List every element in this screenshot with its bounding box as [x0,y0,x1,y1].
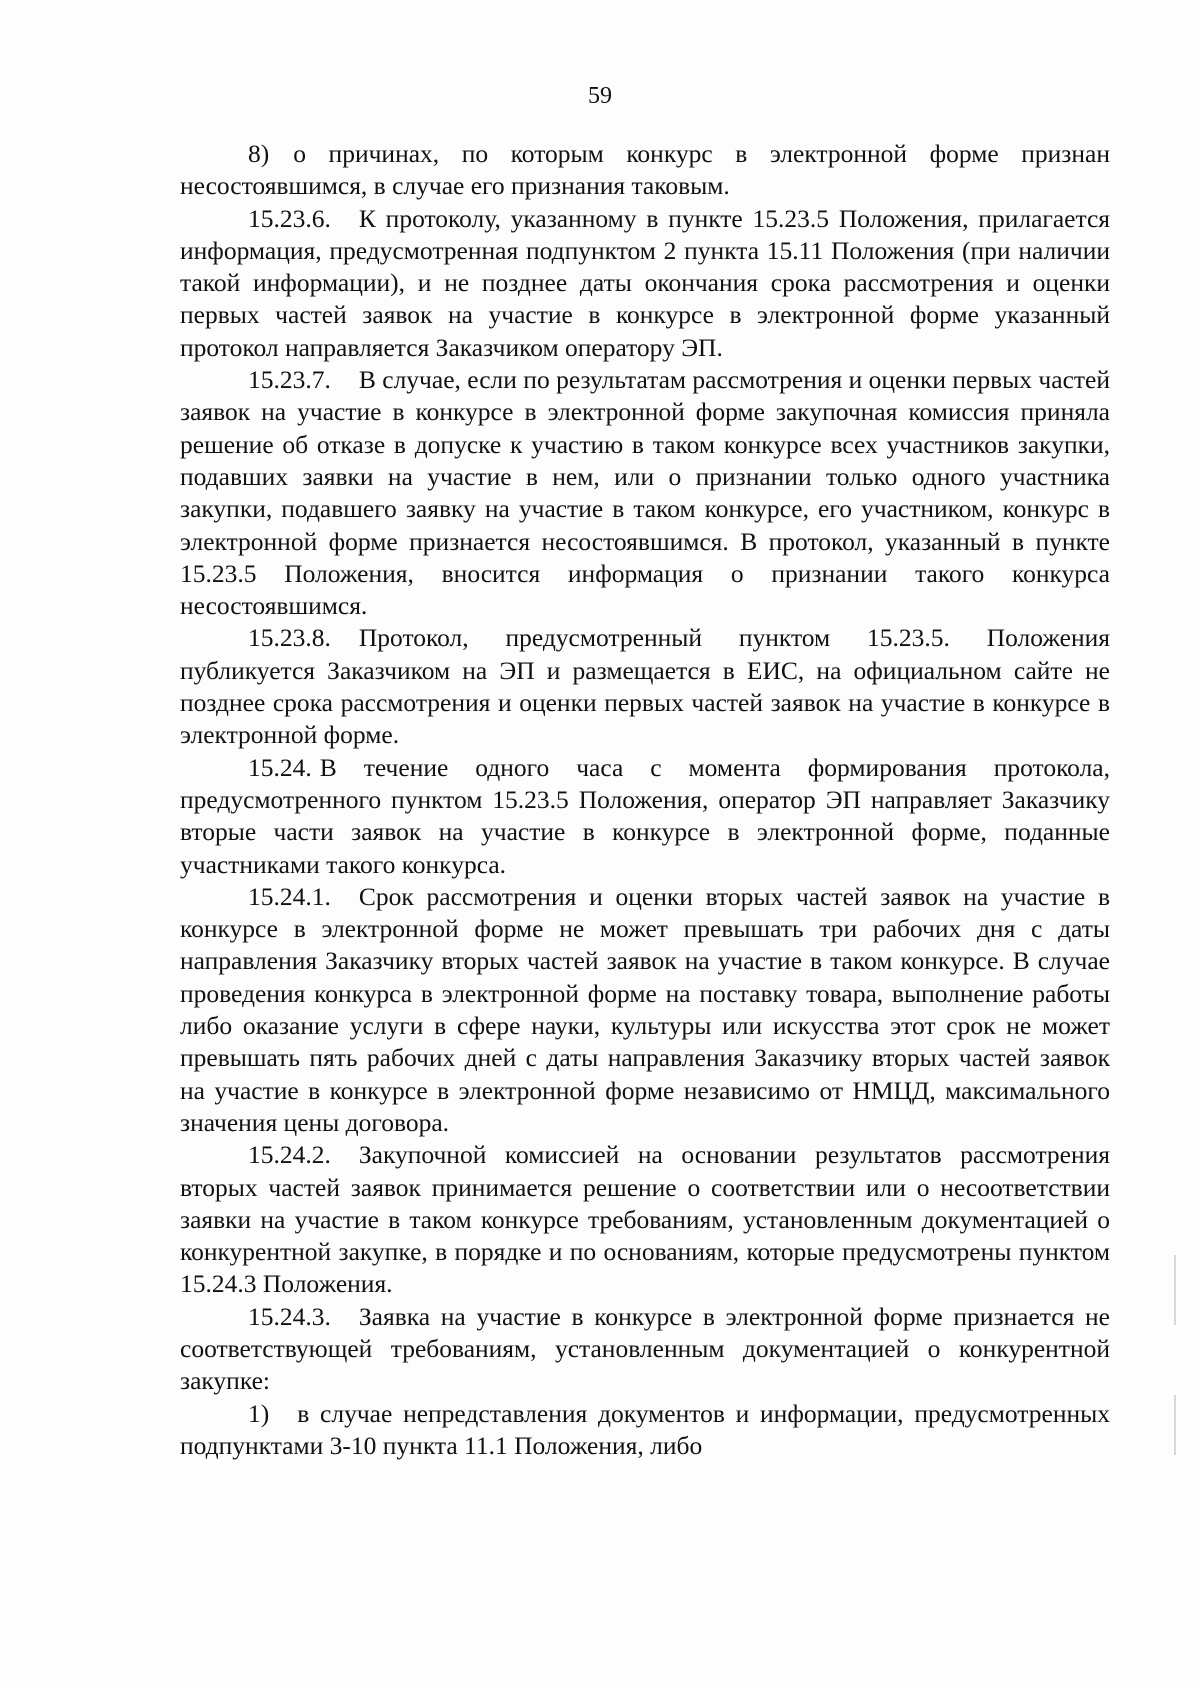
paragraph-number: 8) [248,139,270,168]
paragraph-number: 15.23.8. [248,623,331,653]
paragraph-number: 15.24.2. [248,1140,331,1170]
paragraph-1 [180,1398,1110,1463]
paragraph-text: В течение одного часа с момента формирования протокола, предусмотренного пунктом 15.23.5 Положения, оператор ЭП направляет Заказчику вторые части заявок на участие в конкурсе в электронной форме, поданные участниками такого конкурса. [180,752,1110,879]
paragraph-number: 15.24. [248,752,312,782]
paragraph-text: Срок рассмотрения и оценки вторых частей заявок на участие в конкурсе в электронной форме не может превышать три рабочих дня с даты направления Заказчику вторых частей заявок на участие в таком конкурсе. В случае проведения конкурса в электронной форме на поставку товара, выполнение работы либо оказание услуги в сфере науки, культуры или искусства этот срок не может превышать пять рабочих дней с даты направления Заказчику вторых частей заявок на участие в конкурсе в электронной форме независимо от НМЦД, максимального значения цены договора. [180,881,1110,1137]
document-body [180,138,1110,1462]
paragraph-text: Заявка на участие в конкурсе в электронной форме признается не соответствующей требованиям, установленным документацией о конкурентной закупке: [180,1301,1110,1396]
paragraph-number: 1) [248,1398,270,1428]
paragraph-15-24-1 [180,881,1110,1139]
page-number: 59 [588,83,612,109]
scan-edge-mark [1174,1255,1176,1325]
paragraph-text: в случае непредставления документов и информации, предусмотренных подпунктами 3-10 пункта 11.1 Положения, либо [180,1398,1110,1460]
paragraph-text: о причинах, по которым конкурс в электронной форме признан несостоявшимся, в случае его признания таковым. [180,139,1110,201]
paragraph-text: В случае, если по результатам рассмотрения и оценки первых частей заявок на участие в конкурсе в электронной форме закупочная комиссия приняла решение об отказе в допуске к участию в таком конкурсе всех участников закупки, подавших заявки на участие в нем, или о признании только одного участника закупки, подавшего заявку на участие в таком конкурсе, его участником, конкурс в электронной форме признается несостоявшимся. В протокол, указанный в пункте 15.23.5 Положения, вносится информация о признании такого конкурса несостоявшимся. [180,365,1110,621]
paragraph-number: 15.23.7. [248,365,331,395]
paragraph-15-24-2 [180,1139,1110,1300]
paragraph-8 [180,138,1110,203]
paragraph-15-24 [180,752,1110,881]
paragraph-15-24-3 [180,1301,1110,1398]
paragraph-15-23-7 [180,364,1110,622]
paragraph-15-23-8 [180,622,1110,751]
paragraph-number: 15.24.1. [248,881,331,911]
paragraph-15-23-6 [180,203,1110,364]
paragraph-text: Протокол, предусмотренный пунктом 15.23.5. Положения публикуется Заказчиком на ЭП и размещается в ЕИС, на официальном сайте не позднее срока рассмотрения и оценки первых частей заявок на участие в конкурсе в электронной форме. [180,623,1110,750]
scan-edge-mark [1174,1395,1176,1455]
paragraph-text: Закупочной комиссией на основании результатов рассмотрения вторых частей заявок принимается решение о соответствии или о несоответствии заявки на участие в таком конкурсе требованиям, установленным документацией о конкурентной закупке, в порядке и по основаниям, которые предусмотрены пунктом 15.24.3 Положения. [180,1140,1110,1299]
paragraph-number: 15.23.6. [248,203,331,233]
paragraph-number: 15.24.3. [248,1301,331,1331]
paragraph-text: К протоколу, указанному в пункте 15.23.5 Положения, прилагается информация, предусмотренная подпунктом 2 пункта 15.11 Положения (при наличии такой информации), и не позднее даты окончания срока рассмотрения и оценки первых частей заявок на участие в конкурсе в электронной форме указанный протокол направляется Заказчиком оператору ЭП. [180,203,1110,362]
